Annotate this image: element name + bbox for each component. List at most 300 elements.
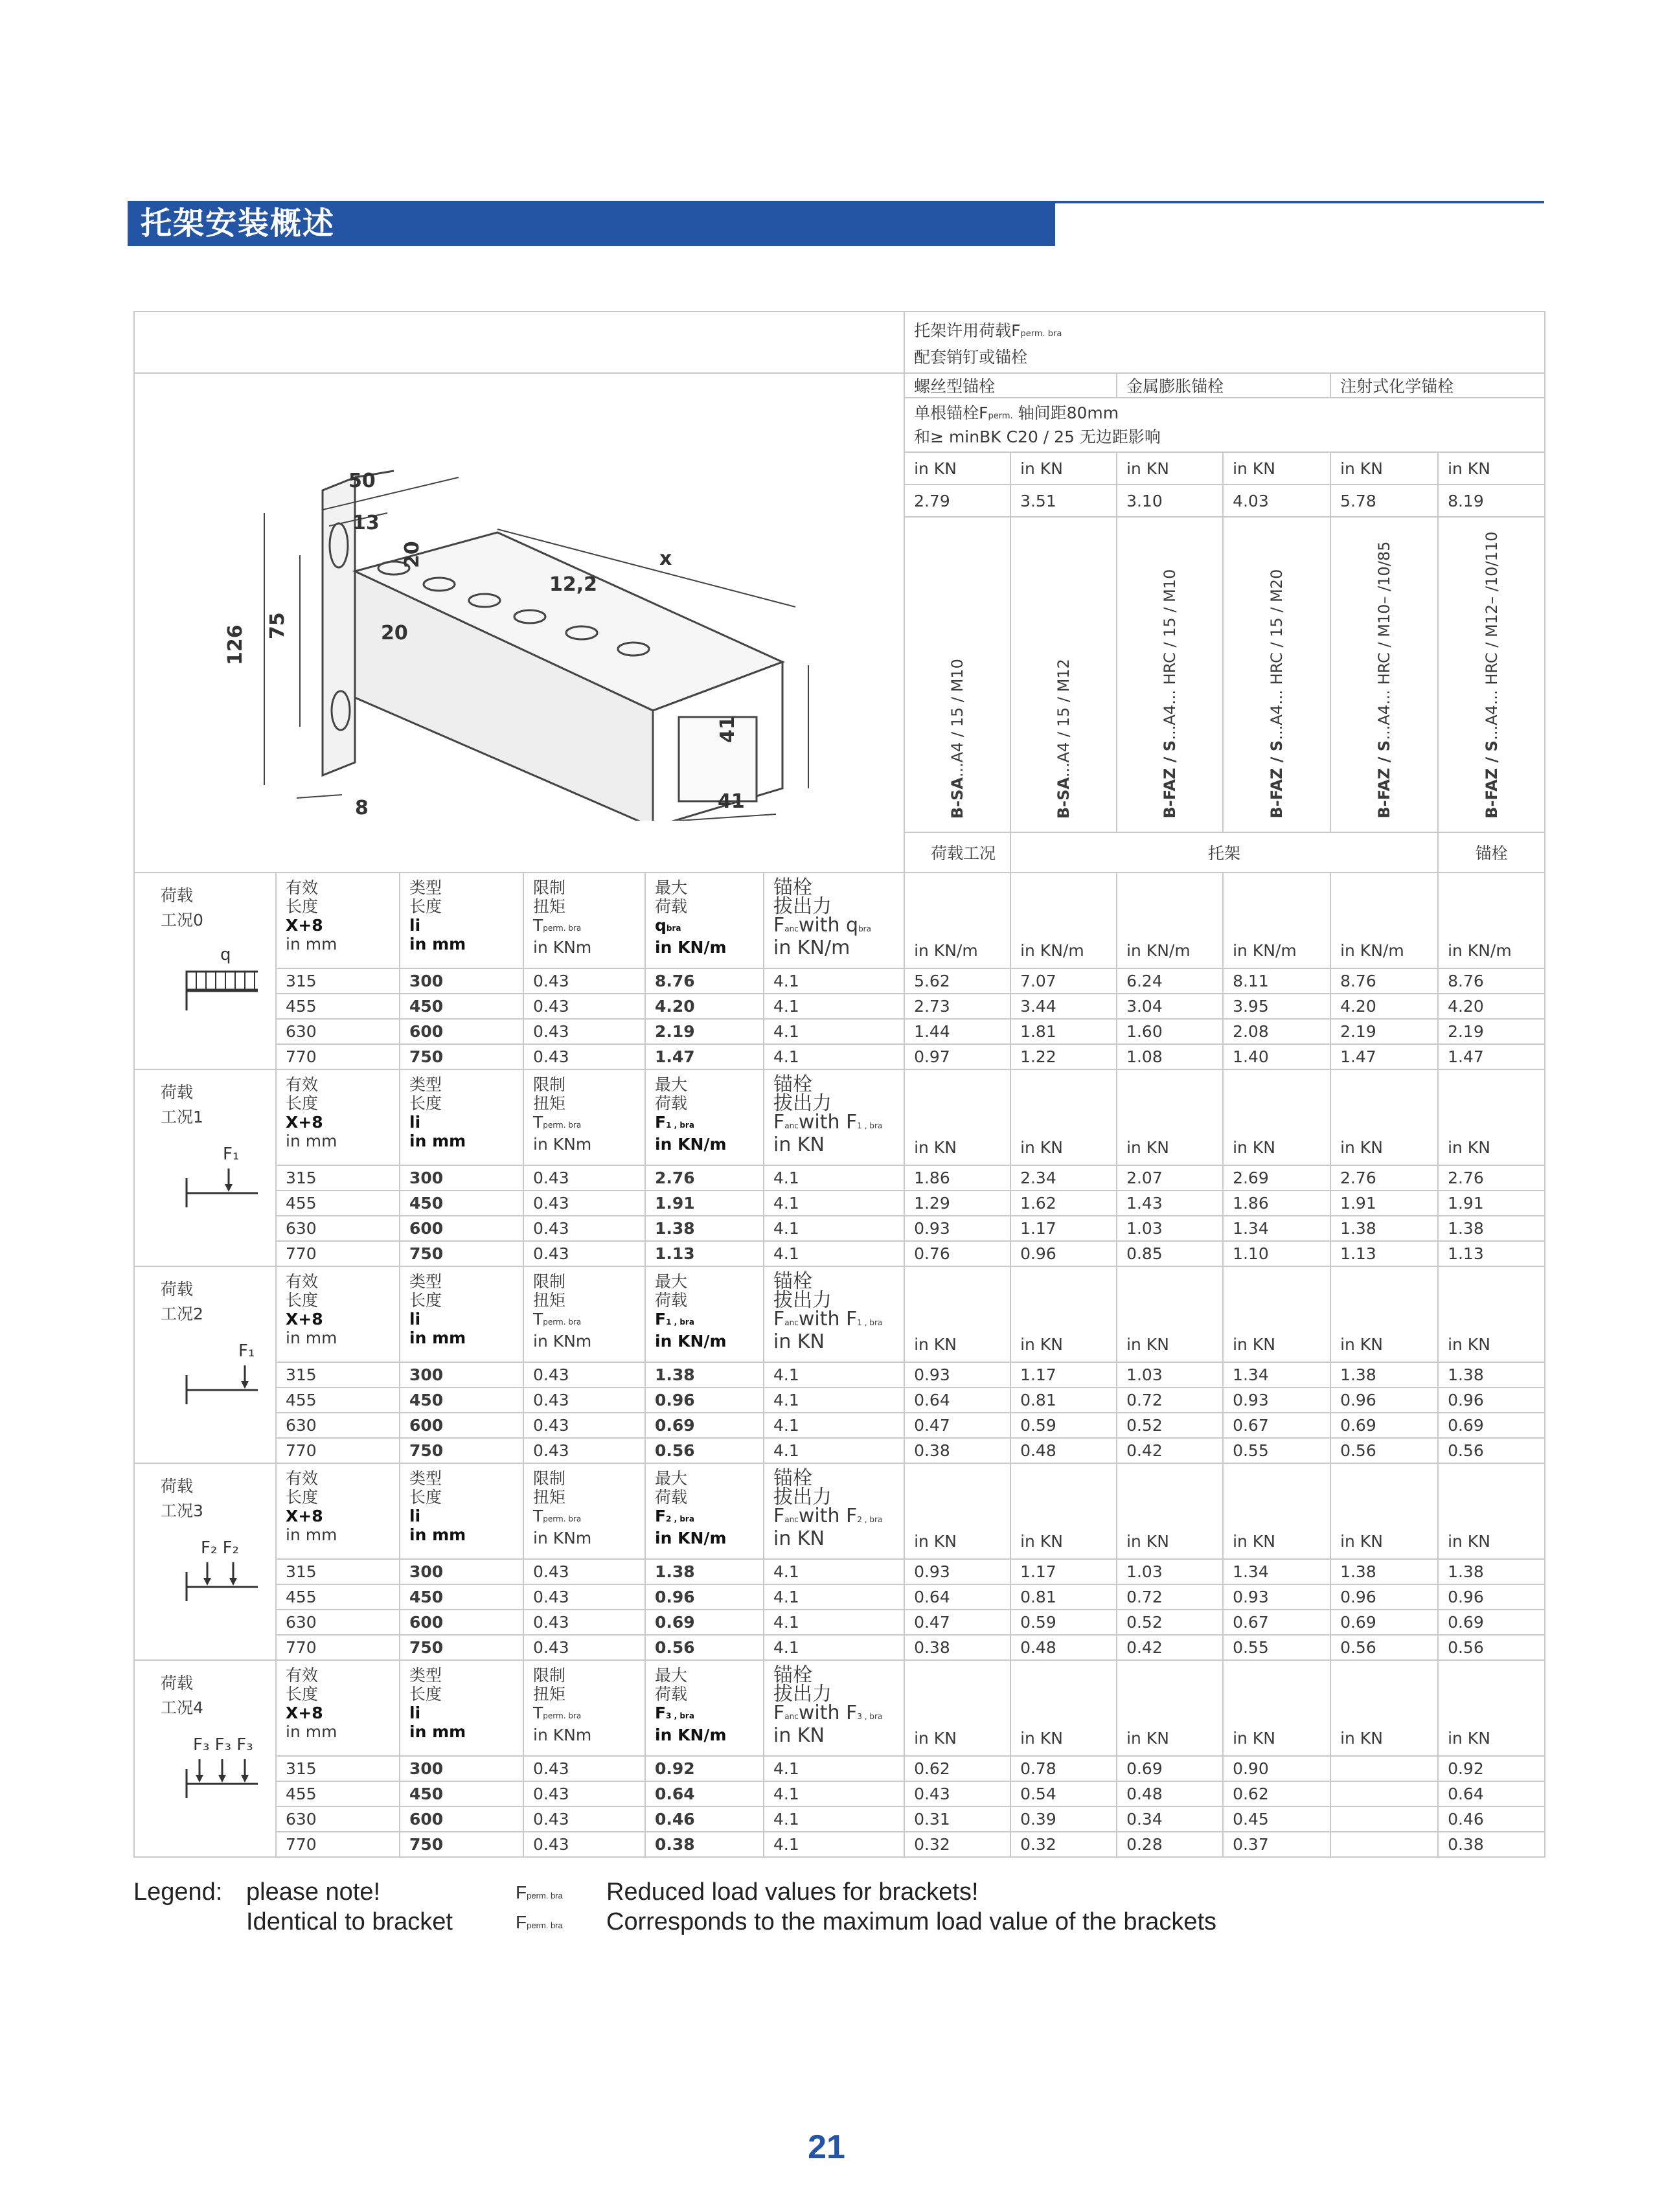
cell-anchor-3: 1.10 [1223,1241,1330,1266]
table-row [134,968,1545,994]
cell-li: 300 [400,968,523,994]
case-1-header-maxload: 最大 荷载 F1 , bra in KN/m [645,1069,764,1165]
table-row [134,1413,1545,1438]
cell-anchor-4: 0.96 [1330,1584,1438,1610]
cell-anchor-4: 0.69 [1330,1413,1438,1438]
cell-anchor-3: 0.93 [1223,1584,1330,1610]
table-row [134,1559,1545,1584]
cell-anchor-3: 2.69 [1223,1165,1330,1191]
load-case-3-label: 荷载 工况3 F₂ F₂ [134,1463,276,1660]
cell-li: 450 [400,1191,523,1216]
case-1-header-torque: 限制 扭矩 Tperm. bra in KNm [523,1069,645,1165]
cell-li: 450 [400,994,523,1019]
cell-li: 750 [400,1438,523,1463]
svg-text:F₁: F₁ [223,1144,240,1164]
cell-anchor-2: 0.42 [1117,1438,1223,1463]
cell-x8: 770 [276,1241,400,1266]
case-3-anchor-unit-5: in KN [1438,1463,1545,1559]
anchor-name-2: B-FAZ / S...A4... HRC / 15 / M10 [1117,517,1223,832]
cell-li: 600 [400,1019,523,1044]
cell-anchor-5: 4.20 [1438,994,1545,1019]
anchor-name-5: B-FAZ / S...A4... HRC / M12– /10/110 [1438,517,1545,832]
case-0-header-eff-length: 有效 长度 X+8 in mm [276,872,400,968]
cell-maxload: 0.46 [645,1807,764,1832]
cell-x8: 455 [276,1191,400,1216]
legend-label-2: Identical to bracket [246,1908,453,1935]
dim-20-top: 20 [401,541,424,568]
cell-anchor-4: 0.69 [1330,1610,1438,1635]
cell-pullout: 4.1 [764,1635,904,1660]
legend-symbol-1: Fperm. bra [516,1882,563,1902]
cell-anchor-0: 0.47 [904,1413,1010,1438]
cell-anchor-1: 1.81 [1010,1019,1117,1044]
legend-label-1: please note! [246,1878,381,1906]
table-row [134,1807,1545,1832]
cell-anchor-4: 1.91 [1330,1191,1438,1216]
cell-anchor-0: 0.38 [904,1635,1010,1660]
cell-anchor-5: 0.69 [1438,1413,1545,1438]
cell-torque: 0.43 [523,1584,645,1610]
cell-anchor-4 [1330,1807,1438,1832]
case-3-anchor-unit-2: in KN [1117,1463,1223,1559]
dim-41-side: 41 [716,716,739,743]
case-3-header-torque: 限制 扭矩 Tperm. bra in KNm [523,1463,645,1559]
load-case-2-label: 荷载 工况2 F₁ [134,1266,276,1463]
cell-li: 300 [400,1362,523,1387]
anchor-category-0: 螺丝型锚栓 [904,373,1117,398]
cell-x8: 315 [276,1559,400,1584]
case-4-header-pullout: 锚栓 拔出力 Fancwith F3 , bra in KN [764,1660,904,1756]
cell-anchor-1: 3.44 [1010,994,1117,1019]
cell-torque: 0.43 [523,1559,645,1584]
cell-x8: 770 [276,1044,400,1069]
cell-pullout: 4.1 [764,1165,904,1191]
cell-pullout: 4.1 [764,1610,904,1635]
cell-anchor-2: 0.52 [1117,1610,1223,1635]
load-case-4-label: 荷载 工况4 F₃ F₃ F₃ [134,1660,276,1857]
cell-anchor-0: 0.93 [904,1559,1010,1584]
table-row [134,1241,1545,1266]
cell-anchor-5: 2.19 [1438,1019,1545,1044]
cell-anchor-0: 0.62 [904,1756,1010,1781]
cell-anchor-1: 0.81 [1010,1584,1117,1610]
cell-x8: 315 [276,968,400,994]
cell-pullout: 4.1 [764,1191,904,1216]
dim-x: x [659,547,672,570]
case-2-anchor-unit-0: in KN [904,1266,1010,1362]
cell-anchor-2: 0.72 [1117,1387,1223,1413]
anchor-name-1: B-SA...A4 / 15 / M12 [1010,517,1117,832]
cell-maxload: 1.13 [645,1241,764,1266]
cell-torque: 0.43 [523,1756,645,1781]
case-1-anchor-unit-1: in KN [1010,1069,1117,1165]
cell-anchor-2: 0.72 [1117,1584,1223,1610]
cell-anchor-3: 1.40 [1223,1044,1330,1069]
cell-torque: 0.43 [523,994,645,1019]
cell-torque: 0.43 [523,1019,645,1044]
cell-torque: 0.43 [523,1191,645,1216]
cell-maxload: 1.38 [645,1362,764,1387]
cell-maxload: 0.96 [645,1387,764,1413]
cell-anchor-0: 0.76 [904,1241,1010,1266]
cell-anchor-0: 0.47 [904,1610,1010,1635]
cell-pullout: 4.1 [764,1438,904,1463]
cell-anchor-3: 0.45 [1223,1807,1330,1832]
anchor-unit-5: in KN [1438,452,1545,485]
cell-anchor-3: 0.90 [1223,1756,1330,1781]
case-4-header-type-length: 类型 长度 li in mm [400,1660,523,1756]
cell-x8: 770 [276,1438,400,1463]
cell-anchor-2: 0.85 [1117,1241,1223,1266]
cell-anchor-5: 0.64 [1438,1781,1545,1807]
cell-torque: 0.43 [523,1807,645,1832]
anchor-unit-1: in KN [1010,452,1117,485]
anchor-capacity-3: 4.03 [1223,485,1330,517]
cell-anchor-1: 0.96 [1010,1241,1117,1266]
cell-maxload: 4.20 [645,994,764,1019]
cell-pullout: 4.1 [764,968,904,994]
case-2-header-maxload: 最大 荷载 F1 , bra in KN/m [645,1266,764,1362]
svg-text:q: q [220,945,231,964]
cell-torque: 0.43 [523,1781,645,1807]
cell-torque: 0.43 [523,1387,645,1413]
cell-maxload: 0.38 [645,1832,764,1857]
dim-8: 8 [355,797,369,819]
cell-anchor-3: 0.67 [1223,1610,1330,1635]
cell-anchor-3: 2.08 [1223,1019,1330,1044]
cell-li: 450 [400,1387,523,1413]
cell-anchor-4: 2.19 [1330,1019,1438,1044]
anchor-capacity-5: 8.19 [1438,485,1545,517]
label-anchor: 锚栓 [1438,832,1545,872]
anchor-name-4: B-FAZ / S...A4... HRC / M10– /10/85 [1330,517,1438,832]
case-2-header-torque: 限制 扭矩 Tperm. bra in KNm [523,1266,645,1362]
cell-anchor-0: 0.43 [904,1781,1010,1807]
header-blank [134,312,904,373]
cell-x8: 630 [276,1610,400,1635]
case-3-header-eff-length: 有效 长度 X+8 in mm [276,1463,400,1559]
cell-anchor-1: 0.54 [1010,1781,1117,1807]
cell-x8: 630 [276,1019,400,1044]
table-row [134,1387,1545,1413]
bracket-drawing [135,374,891,821]
case-4-header-maxload: 最大 荷载 F3 , bra in KN/m [645,1660,764,1756]
cell-anchor-0: 1.44 [904,1019,1010,1044]
cell-x8: 455 [276,1387,400,1413]
cell-anchor-2: 1.03 [1117,1216,1223,1241]
cell-anchor-5: 1.91 [1438,1191,1545,1216]
table-row [134,1781,1545,1807]
cell-torque: 0.43 [523,1438,645,1463]
anchor-unit-3: in KN [1223,452,1330,485]
case-2-anchor-unit-4: in KN [1330,1266,1438,1362]
case-3-anchor-unit-1: in KN [1010,1463,1117,1559]
dim-20: 20 [381,622,408,644]
cell-anchor-5: 1.38 [1438,1559,1545,1584]
cell-anchor-1: 0.48 [1010,1635,1117,1660]
cell-anchor-5: 0.92 [1438,1756,1545,1781]
cell-anchor-3: 0.67 [1223,1413,1330,1438]
cell-pullout: 4.1 [764,1781,904,1807]
cell-maxload: 1.47 [645,1044,764,1069]
cell-anchor-1: 1.17 [1010,1362,1117,1387]
load-case-0-icon [161,946,258,1017]
page-number: 21 [808,2128,845,2166]
anchor-category-1: 金属膨胀锚栓 [1117,373,1330,398]
cell-x8: 315 [276,1362,400,1387]
anchor-unit-4: in KN [1330,452,1438,485]
cell-anchor-3: 0.62 [1223,1781,1330,1807]
cell-pullout: 4.1 [764,1216,904,1241]
case-0-anchor-unit-3: in KN/m [1223,872,1330,968]
cell-torque: 0.43 [523,1241,645,1266]
cell-anchor-5: 0.96 [1438,1584,1545,1610]
table-row [134,1584,1545,1610]
case-0-anchor-unit-1: in KN/m [1010,872,1117,968]
cell-maxload: 0.96 [645,1584,764,1610]
cell-maxload: 1.38 [645,1216,764,1241]
dim-41-bottom: 41 [718,790,745,813]
load-case-0-label: 荷载 工况0 q [134,872,276,1069]
cell-pullout: 4.1 [764,1044,904,1069]
cell-anchor-3: 1.86 [1223,1191,1330,1216]
case-2-anchor-unit-1: in KN [1010,1266,1117,1362]
table-row [134,1832,1545,1857]
cell-anchor-4: 1.38 [1330,1559,1438,1584]
cell-anchor-2: 3.04 [1117,994,1223,1019]
cell-anchor-2: 1.08 [1117,1044,1223,1069]
cell-torque: 0.43 [523,1044,645,1069]
cell-anchor-4: 1.38 [1330,1362,1438,1387]
cell-anchor-5: 0.56 [1438,1635,1545,1660]
cell-torque: 0.43 [523,1610,645,1635]
case-1-header-type-length: 类型 长度 li in mm [400,1069,523,1165]
cell-x8: 315 [276,1756,400,1781]
cell-x8: 630 [276,1807,400,1832]
cell-anchor-3: 1.34 [1223,1559,1330,1584]
cell-anchor-4: 0.96 [1330,1387,1438,1413]
cell-anchor-5: 2.76 [1438,1165,1545,1191]
cell-maxload: 2.19 [645,1019,764,1044]
cell-anchor-2: 0.52 [1117,1413,1223,1438]
cell-anchor-4 [1330,1781,1438,1807]
anchor-capacity-1: 3.51 [1010,485,1117,517]
cell-anchor-1: 0.78 [1010,1756,1117,1781]
cell-torque: 0.43 [523,1635,645,1660]
banner-rule [1055,201,1544,203]
svg-text:F₂ F₂: F₂ F₂ [201,1538,240,1558]
case-0-anchor-unit-4: in KN/m [1330,872,1438,968]
dim-50: 50 [348,470,376,492]
load-case-4-icon [161,1733,258,1805]
case-0-anchor-unit-2: in KN/m [1117,872,1223,968]
anchor-capacity-2: 3.10 [1117,485,1223,517]
case-1-anchor-unit-2: in KN [1117,1069,1223,1165]
table-row [134,994,1545,1019]
cell-anchor-0: 1.29 [904,1191,1010,1216]
legend-text-1: Reduced load values for brackets! [606,1878,979,1906]
case-0-header-torque: 限制 扭矩 Tperm. bra in KNm [523,872,645,968]
cell-anchor-5: 0.38 [1438,1832,1545,1857]
table-row [134,1438,1545,1463]
cell-pullout: 4.1 [764,1241,904,1266]
cell-anchor-0: 1.86 [904,1165,1010,1191]
cell-li: 450 [400,1781,523,1807]
case-1-anchor-unit-3: in KN [1223,1069,1330,1165]
cell-anchor-4: 4.20 [1330,994,1438,1019]
cell-anchor-5: 1.38 [1438,1362,1545,1387]
cell-anchor-0: 0.32 [904,1832,1010,1857]
case-1-anchor-unit-5: in KN [1438,1069,1545,1165]
table-row [134,1044,1545,1069]
table-row [134,1216,1545,1241]
load-table [133,311,1545,1858]
legend-symbol-2: Fperm. bra [516,1912,563,1932]
cell-torque: 0.43 [523,1165,645,1191]
cell-anchor-1: 1.62 [1010,1191,1117,1216]
case-3-anchor-unit-0: in KN [904,1463,1010,1559]
case-4-anchor-unit-5: in KN [1438,1660,1545,1756]
cell-anchor-5: 8.76 [1438,968,1545,994]
cell-maxload: 0.64 [645,1781,764,1807]
cell-anchor-2: 0.28 [1117,1832,1223,1857]
cell-anchor-4: 8.76 [1330,968,1438,994]
cell-anchor-2: 2.07 [1117,1165,1223,1191]
cell-torque: 0.43 [523,1216,645,1241]
cell-anchor-2: 1.43 [1117,1191,1223,1216]
case-2-anchor-unit-5: in KN [1438,1266,1545,1362]
cell-anchor-3: 0.37 [1223,1832,1330,1857]
table-row [134,1019,1545,1044]
case-0-header-maxload: 最大 荷载 qbra in KN/m [645,872,764,968]
cell-pullout: 4.1 [764,1559,904,1584]
legend-title: Legend: [133,1878,223,1906]
case-1-header-pullout: 锚栓 拔出力 Fancwith F1 , bra in KN [764,1069,904,1165]
cell-anchor-2: 1.60 [1117,1019,1223,1044]
anchor-name-3: B-FAZ / S...A4... HRC / 15 / M20 [1223,517,1330,832]
cell-anchor-0: 0.38 [904,1438,1010,1463]
cell-anchor-2: 1.03 [1117,1362,1223,1387]
cell-anchor-5: 0.96 [1438,1387,1545,1413]
cell-anchor-0: 0.93 [904,1216,1010,1241]
cell-anchor-2: 6.24 [1117,968,1223,994]
anchor-name-0: B-SA...A4 / 15 / M10 [904,517,1010,832]
cell-anchor-1: 0.81 [1010,1387,1117,1413]
table-row [134,1165,1545,1191]
case-2-anchor-unit-3: in KN [1223,1266,1330,1362]
cell-pullout: 4.1 [764,1413,904,1438]
case-4-anchor-unit-0: in KN [904,1660,1010,1756]
cell-anchor-1: 0.48 [1010,1438,1117,1463]
cell-anchor-4: 0.56 [1330,1635,1438,1660]
cell-anchor-5: 1.38 [1438,1216,1545,1241]
cell-anchor-3: 0.55 [1223,1635,1330,1660]
cell-anchor-1: 0.59 [1010,1610,1117,1635]
cell-anchor-5: 0.69 [1438,1610,1545,1635]
load-case-1-label: 荷载 工况1 F₁ [134,1069,276,1266]
cell-anchor-5: 0.46 [1438,1807,1545,1832]
legend-text-2: Corresponds to the maximum load value of the brackets [606,1908,1217,1935]
cell-anchor-0: 2.73 [904,994,1010,1019]
cell-anchor-0: 0.64 [904,1584,1010,1610]
case-4-anchor-unit-1: in KN [1010,1660,1117,1756]
case-3-header-pullout: 锚栓 拔出力 Fancwith F2 , bra in KN [764,1463,904,1559]
cell-anchor-1: 0.32 [1010,1832,1117,1857]
anchor-unit-0: in KN [904,452,1010,485]
cell-maxload: 0.56 [645,1438,764,1463]
case-1-anchor-unit-4: in KN [1330,1069,1438,1165]
cell-maxload: 8.76 [645,968,764,994]
cell-x8: 455 [276,1584,400,1610]
load-case-3-icon [161,1536,258,1608]
load-case-2-icon [161,1340,258,1411]
cell-x8: 455 [276,994,400,1019]
case-3-anchor-unit-4: in KN [1330,1463,1438,1559]
cell-li: 750 [400,1635,523,1660]
cell-x8: 315 [276,1165,400,1191]
cell-anchor-2: 1.03 [1117,1559,1223,1584]
cell-anchor-4: 2.76 [1330,1165,1438,1191]
dim-13: 13 [352,512,380,534]
cell-x8: 770 [276,1635,400,1660]
cell-maxload: 1.38 [645,1559,764,1584]
cell-maxload: 0.56 [645,1635,764,1660]
cell-anchor-3: 1.34 [1223,1216,1330,1241]
cell-anchor-0: 5.62 [904,968,1010,994]
label-load-case: 荷载工况 [904,832,1010,872]
cell-pullout: 4.1 [764,1807,904,1832]
cell-li: 300 [400,1165,523,1191]
case-2-header-eff-length: 有效 长度 X+8 in mm [276,1266,400,1362]
cell-x8: 630 [276,1413,400,1438]
cell-anchor-4: 1.13 [1330,1241,1438,1266]
cell-maxload: 0.69 [645,1413,764,1438]
cell-anchor-2: 0.42 [1117,1635,1223,1660]
cell-anchor-1: 0.39 [1010,1807,1117,1832]
cell-maxload: 2.76 [645,1165,764,1191]
anchor-capacity-0: 2.79 [904,485,1010,517]
table-row [134,1756,1545,1781]
cell-anchor-0: 0.31 [904,1807,1010,1832]
table-row [134,1635,1545,1660]
case-0-anchor-unit-0: in KN/m [904,872,1010,968]
cell-pullout: 4.1 [764,1387,904,1413]
cell-anchor-3: 1.34 [1223,1362,1330,1387]
cell-x8: 455 [276,1781,400,1807]
case-2-header-pullout: 锚栓 拔出力 Fancwith F1 , bra in KN [764,1266,904,1362]
cell-x8: 770 [276,1832,400,1857]
cell-anchor-2: 0.48 [1117,1781,1223,1807]
cell-anchor-4 [1330,1756,1438,1781]
cell-anchor-0: 0.97 [904,1044,1010,1069]
case-2-header-type-length: 类型 长度 li in mm [400,1266,523,1362]
cell-torque: 0.43 [523,968,645,994]
cell-maxload: 0.92 [645,1756,764,1781]
anchor-unit-2: in KN [1117,452,1223,485]
cell-anchor-4: 1.47 [1330,1044,1438,1069]
case-0-header-type-length: 类型 长度 li in mm [400,872,523,968]
dim-75: 75 [266,612,289,639]
cell-pullout: 4.1 [764,1584,904,1610]
bracket-drawing-cell [134,373,904,872]
cell-anchor-4: 0.56 [1330,1438,1438,1463]
cell-li: 600 [400,1807,523,1832]
cell-torque: 0.43 [523,1413,645,1438]
svg-text:F₁: F₁ [238,1341,255,1361]
cell-anchor-4: 1.38 [1330,1216,1438,1241]
cell-anchor-1: 1.17 [1010,1216,1117,1241]
cell-anchor-5: 1.13 [1438,1241,1545,1266]
